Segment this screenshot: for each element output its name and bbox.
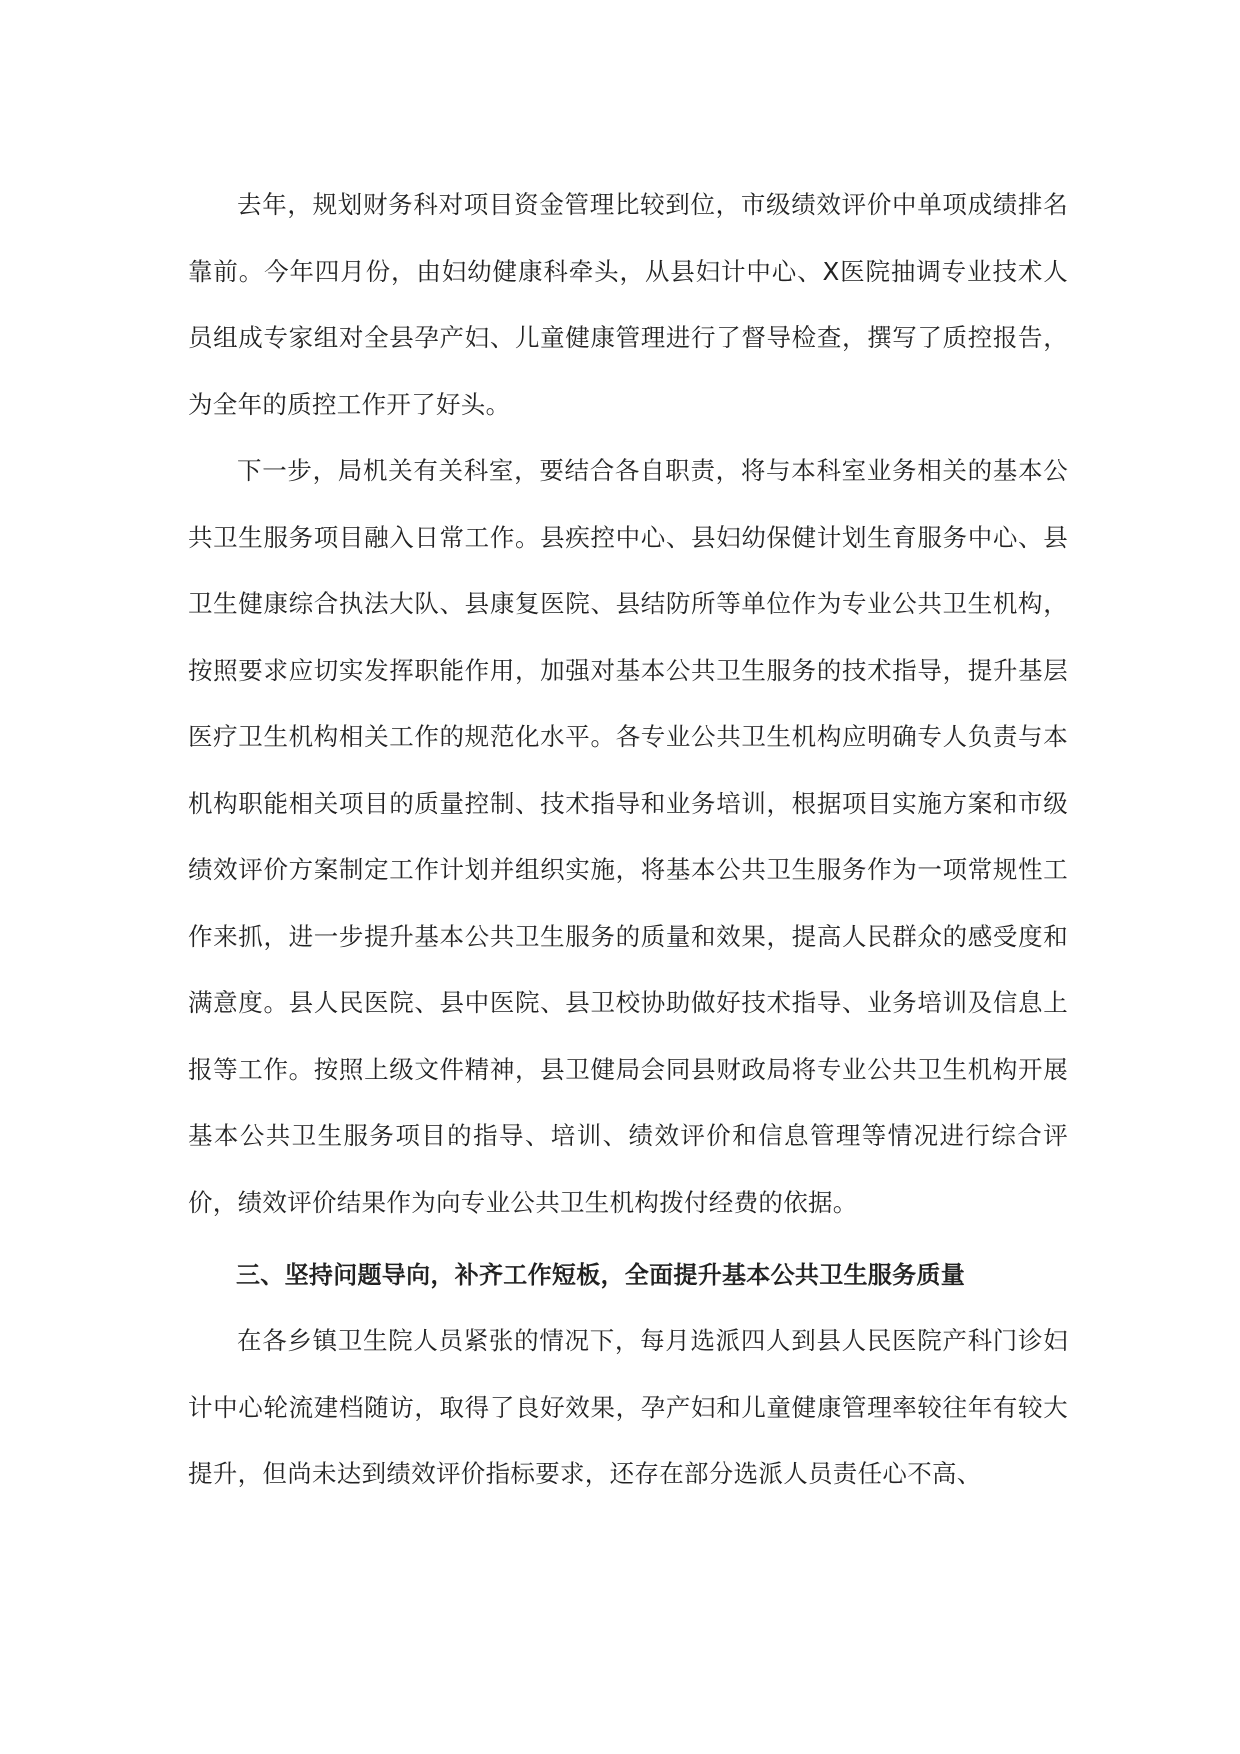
section-heading: 三、坚持问题导向，补齐工作短板，全面提升基本公共卫生服务质量 xyxy=(236,1261,965,1289)
paragraph-township-staffing: 在各乡镇卫生院人员紧张的情况下，每月选派四人到县人民医院产科门诊妇计中心轮流建档随访，取得了良好效果，孕产妇和儿童健康管理率较往年有较大提升，但尚未达到绩效评价指标要求，还存在部分选派人员责任心不高、 xyxy=(188,1326,1068,1488)
paragraph-next-steps: 下一步，局机关有关科室，要结合各自职责，将与本科室业务相关的基本公共卫生服务项目融入日常工作。县疾控中心、县妇幼保健计划生育服务中心、县卫生健康综合执法大队、县康复医院、县结防所等单位作为专业公共卫生机构，按照要求应切实发挥职能作用，加强对基本公共卫生服务的技术指导，提升基层医疗卫生机构相关工作的规范化水平。各专业公共卫生机构应明确专人负责与本机构职能相关项目的质量控制、技术指导和业务培训，根据项目实施方案和市级绩效评价方案制定工作计划并组织实施，将基本公共卫生服务作为一项常规性工作来抓，进一步提升基本公共卫生服务的质量和效果，提高人民群众的感受度和满意度。县人民医院、县中医院、县卫校协助做好技术指导、业务培训及信息上报等工作。按照上级文件精神，县卫健局会同县财政局将专业公共卫生机构开展基本公共卫生服务项目的指导、培训、绩效评价和信息管理等情况进行综合评价，绩效评价结果作为向专业公共卫生机构拨付经费的依据。 xyxy=(188,456,1068,1217)
paragraph-funds-management: 去年，规划财务科对项目资金管理比较到位，市级绩效评价中单项成绩排名靠前。今年四月份，由妇幼健康科牵头，从县妇计中心、X医院抽调专业技术人员组成专家组对全县孕产妇、儿童健康管理进行了督导检查，撰写了质控报告，为全年的质控工作开了好头。 xyxy=(188,190,1068,419)
document-body xyxy=(188,172,1068,1508)
